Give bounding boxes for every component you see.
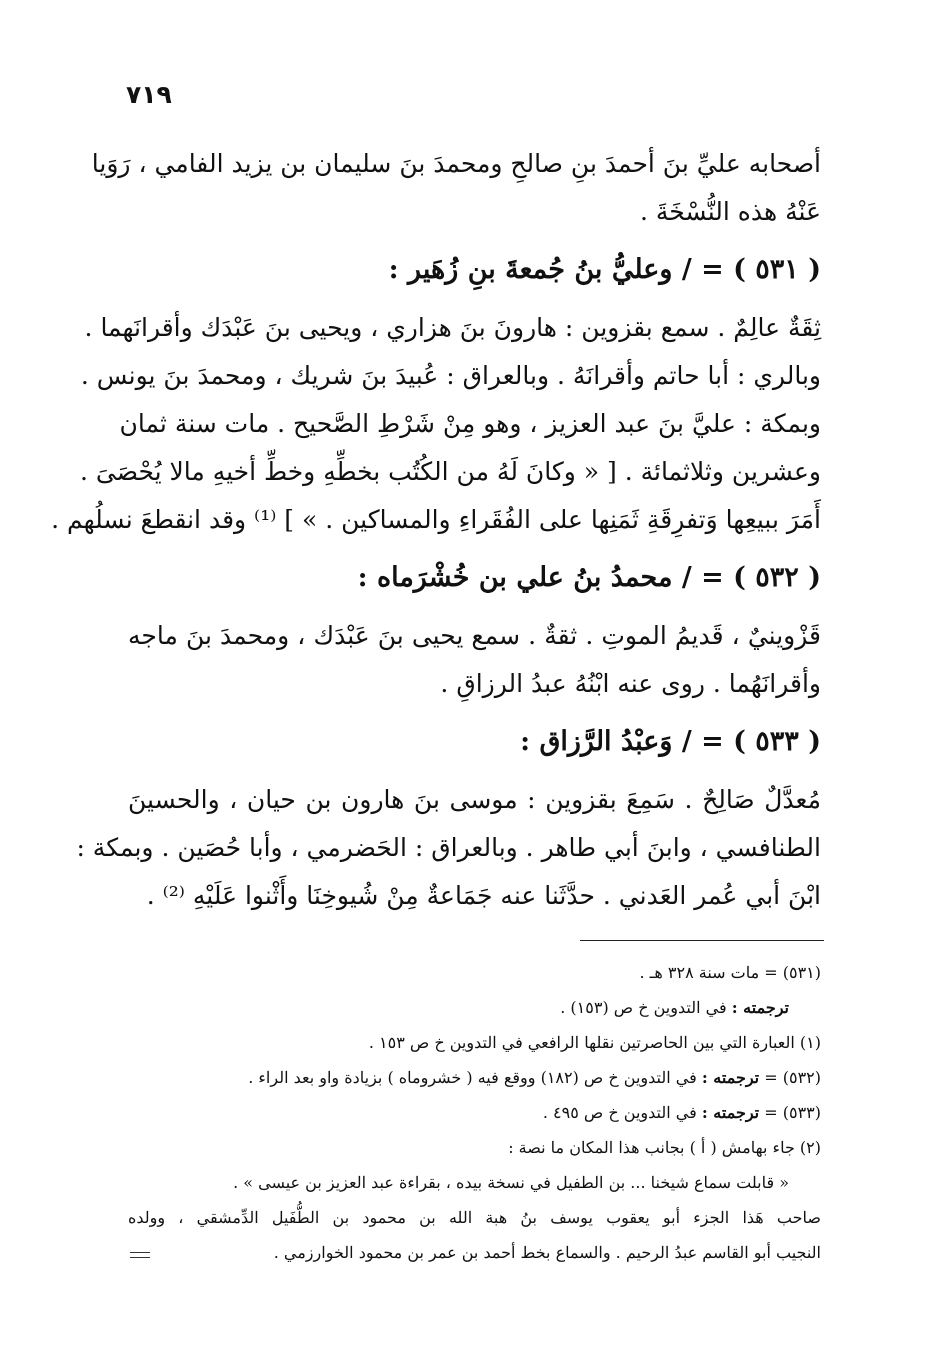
footnote-2: (٢) جاء بهامش ( أ ) بجانب هذا المكان ما نصة : (508, 1138, 821, 1157)
entry-532-line: قَزْوينيٌ ، قَديمُ الموتِ . ثقةٌ . سمع يحيى بنَ عَبْدَك ، ومحمدَ بنَ ماجه (128, 621, 821, 650)
biography-label: ترجمته : (731, 998, 789, 1017)
footnote-532 (128, 1060, 821, 1095)
footnote-531-death: (٥٣١) = مات سنة ٣٢٨ هـ . (639, 963, 821, 982)
entry-531-line: وبمكة : عليَّ بنَ عبد العزيز ، وهو مِنْ شَرْطِ الصَّحيح . مات سنة ثمان (119, 409, 821, 438)
footnotes (128, 955, 821, 1270)
continuation-mark (130, 1252, 150, 1258)
entry-532-line: وأقرانَهُما . روى عنه ابْنُهُ عبدُ الرزاقِ . (440, 669, 821, 698)
entry-533-line: الطنافسي ، وابنَ أبي طاهر . وبالعراق : الحَضرمي ، وأبا حُصَين . وبمكة : (76, 833, 821, 862)
footnote-1: (١) العبارة التي بين الحاصرتين نقلها الرافعي في التدوين خ ص ١٥٣ . (368, 1033, 821, 1052)
footnote-quote-line: صاحب هَذا الجزء أبو يعقوب يوسف بنُ هبة الله بن محمود بن الطُّفَيل الدِّمشقي ، وولده (128, 1208, 821, 1227)
page-number: ٧١٩ (126, 80, 172, 109)
intro-line: أصحابه عليِّ بنَ أحمدَ بنِ صالحِ ومحمدَ بنَ سليمان بن يزيد الفامي ، رَوَيا (91, 149, 821, 178)
entry-533-heading: ( ٥٣٣ ) = / وَعبْدُ الرَّزاق : (520, 726, 821, 757)
entry-531-line: ثِقَةٌ عالِمٌ . سمع بقزوين : هارونَ بنَ هزاري ، ويحيى بنَ عَبْدَك وأقرانَهما . (84, 313, 821, 342)
footnote-text: في التدوين خ ص (١٥٣) . (560, 998, 732, 1017)
footnote-quote-line: « قابلت سماع شيخنا ... بن الطفيل في نسخة بيده ، بقراءة عبد العزيز بن عيسى » . (233, 1173, 789, 1192)
biography-label: ترجمته : (701, 1068, 760, 1087)
main-text (51, 140, 821, 920)
footnote-533 (128, 1095, 821, 1130)
entry-531-heading: ( ٥٣١ ) = / وعليُّ بنُ جُمعةَ بنِ زُهَير : (388, 254, 821, 285)
footnote-prefix: (٥٣٢) = (759, 1068, 821, 1087)
entry-531-line: وعشرين وثلاثمائة . [ « وكانَ لَهُ من الكُتُب بخطِّهِ وخطِّ أخيهِ مالا يُحْصَىَ . (80, 457, 821, 486)
intro-line: عَنْهُ هذه النُّسْخَةَ . (639, 197, 821, 226)
entry-531-line: أَمَرَ ببيعِها وَتفرِقَةِ ثَمَنِها على الفُقَراءِ والمساكين . » ] ⁽¹⁾ وقد انقطعَ نسلُهم . (51, 505, 821, 534)
entry-533-line: مُعدَّلٌ صَالِحٌ . سَمِعَ بقزوين : موسى بنَ هارون بن حيان ، والحسينَ (128, 785, 821, 814)
footnote-531-biography (128, 990, 821, 1025)
biography-label: ترجمته : (701, 1103, 760, 1122)
entry-533-line: ابْنَ أبي عُمر العَدني . حدَّثَنا عنه جَمَاعةٌ مِنْ شُيوخِنَا وأَثْنوا عَلَيْهِ ⁽²⁾ . (146, 881, 821, 910)
footnote-prefix: (٥٣٣) = (759, 1103, 821, 1122)
footnote-quote-line: النجيب أبو القاسم عبدُ الرحيم . والسماع بخط أحمد بن عمر بن محمود الخوارزمي . (273, 1243, 821, 1262)
footnote-separator (580, 940, 824, 941)
entry-532-heading: ( ٥٣٢ ) = / محمدُ بنُ علي بن خُشْرَماه : (357, 562, 821, 593)
footnote-text: في التدوين خ ص ٤٩٥ . (542, 1103, 702, 1122)
entry-531-line: وبالري : أبا حاتم وأقرانَهُ . وبالعراق : عُبيدَ بنَ شريك ، ومحمدَ بنَ يونس . (80, 361, 821, 390)
footnote-text: في التدوين خ ص (١٨٢) ووقع فيه ( خشروماه ) بزيادة واو بعد الراء . (248, 1068, 702, 1087)
